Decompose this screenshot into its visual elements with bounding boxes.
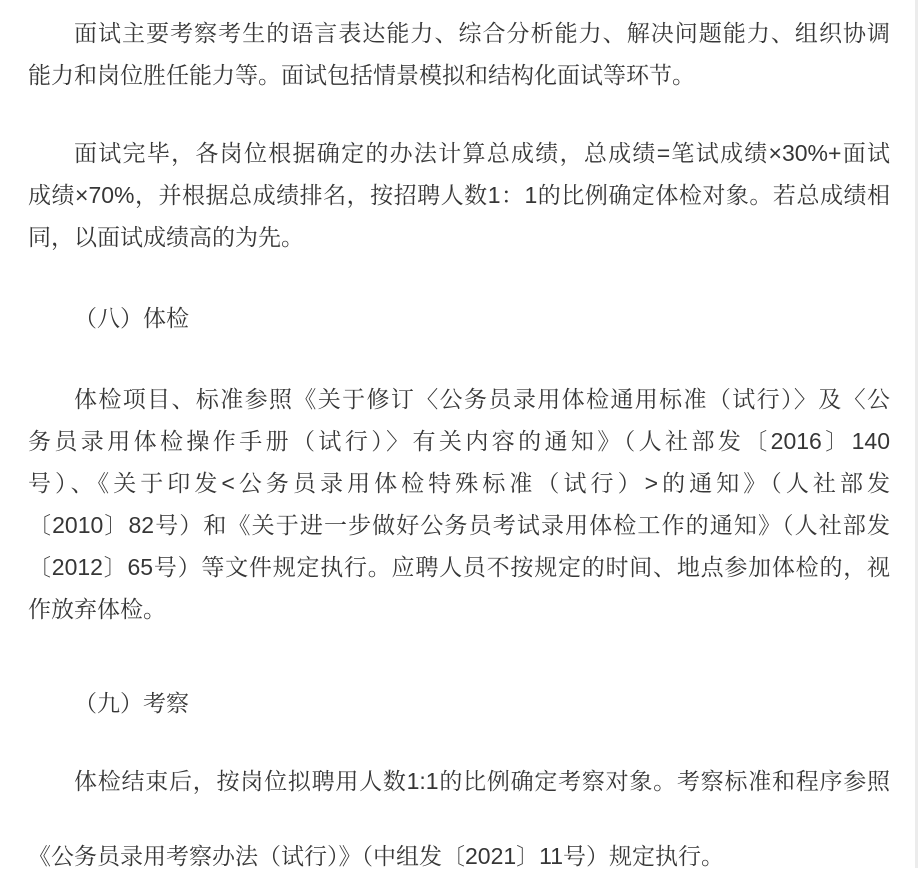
text-line: 作放弃体检。	[28, 596, 166, 622]
text-line: 〔2010〕82号）和《关于进一步做好公务员考试录用体检工作的通知》（人社部发	[28, 512, 890, 538]
heading-line: （九）考察	[74, 690, 189, 716]
section-heading-9-inspection	[28, 682, 890, 724]
section-heading-8-physical-exam	[28, 297, 890, 339]
text-line: 面试完毕，各岗位根据确定的办法计算总成绩，总成绩=笔试成绩×30%+面试	[74, 140, 890, 166]
text-line: 面试主要考察考生的语言表达能力、综合分析能力、解决问题能力、组织协调	[74, 20, 890, 46]
text-line: 能力和岗位胜任能力等。面试包括情景模拟和结构化面试等环节。	[28, 62, 695, 88]
text-line: 号）、《关于印发<公务员录用体检特殊标准（试行）>的通知》（人社部发	[28, 470, 890, 496]
paragraph-total-score	[28, 132, 890, 258]
text-line: 体检项目、标准参照《关于修订〈公务员录用体检通用标准（试行）〉及〈公	[74, 386, 890, 412]
paragraph-interview-content	[28, 12, 890, 96]
text-line: 《公务员录用考察办法（试行）》（中组发〔2021〕11号）规定执行。	[28, 843, 725, 869]
paragraph-physical-exam-standards	[28, 378, 890, 630]
text-line: 成绩×70%，并根据总成绩排名，按招聘人数1：1的比例确定体检对象。若总成绩相	[28, 182, 890, 208]
text-line: 〔2012〕65号）等文件规定执行。应聘人员不按规定的时间、地点参加体检的，视	[28, 554, 890, 580]
text-line: 务员录用体检操作手册（试行）〉有关内容的通知》（人社部发〔2016〕140	[28, 428, 890, 454]
paragraph-inspection-regulation	[28, 835, 890, 877]
text-line: 体检结束后，按岗位拟聘用人数1:1的比例确定考察对象。考察标准和程序参照	[74, 768, 890, 794]
heading-line: （八）体检	[74, 305, 189, 331]
text-line: 同，以面试成绩高的为先。	[28, 224, 304, 250]
paragraph-inspection-ratio	[28, 760, 890, 802]
